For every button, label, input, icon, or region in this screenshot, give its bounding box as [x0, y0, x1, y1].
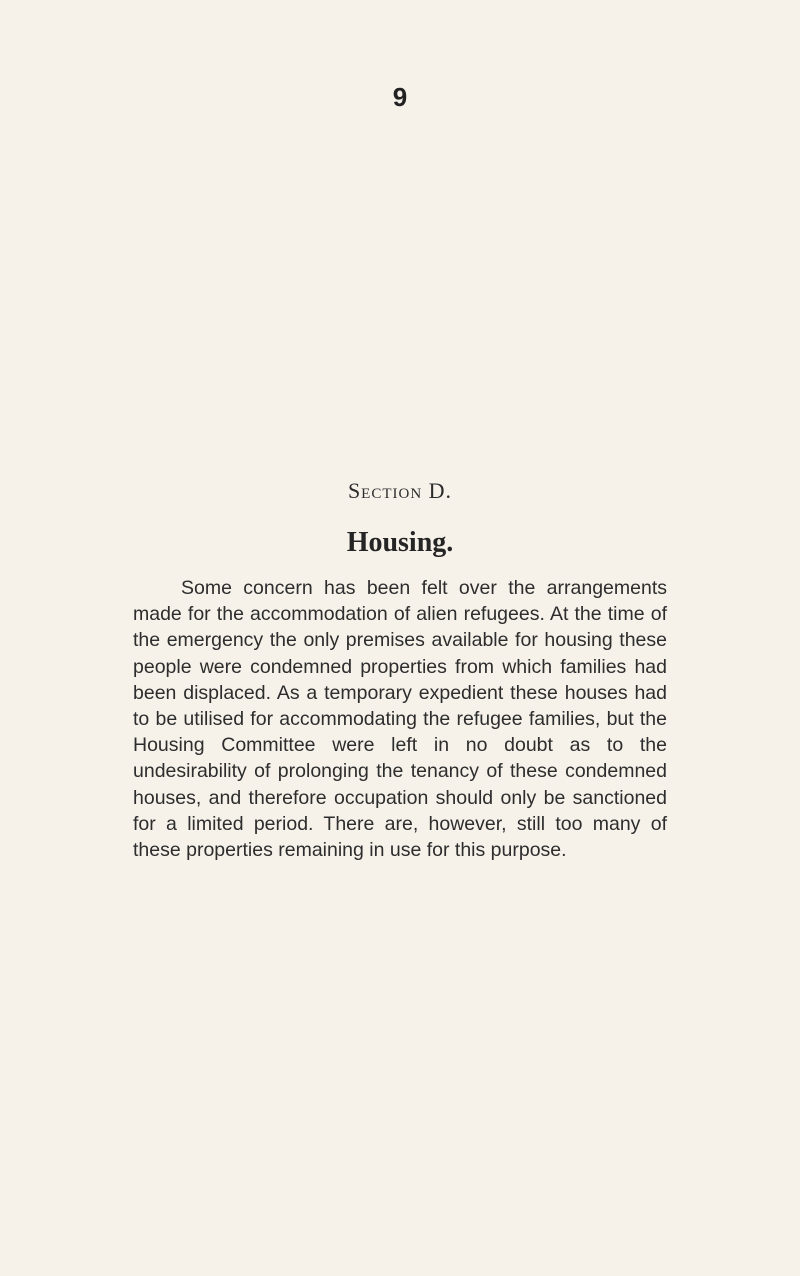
section-heading: Section D.	[347, 478, 453, 503]
section-title: Housing.	[346, 527, 454, 558]
body-paragraph-text: Some concern has been felt over the arrangements made for the accommodation of alien refugees. At the time of the emergency the only premises available for housing these people were condemned properties from which families had been displaced. As a temporary expedient these houses had to be utilised for accommodating the refugee families, but the Housing Committee were left in no doubt as to the undesirability of prolonging the tenancy of these condemned houses, and therefore occupation should only be sanctioned for a limited period. There are, however, still too many of these properties remaining in use for this purpose.	[133, 577, 667, 862]
page-number: 9	[392, 82, 408, 112]
body-paragraph	[133, 575, 667, 863]
